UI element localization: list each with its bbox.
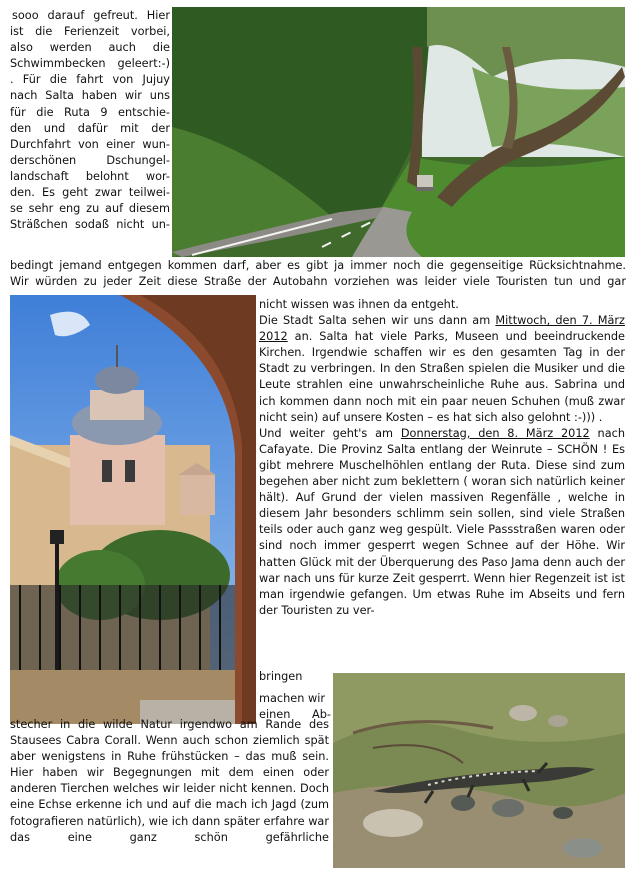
jungle-road-photo xyxy=(172,7,625,257)
salta-paragraph-1 xyxy=(259,313,625,426)
text-line: Wir würden zu jeder Zeit diese Straße der Autobahn vorziehen was leider viele Touristen tun und gar xyxy=(10,275,626,289)
intro-line: . Für die fahrt von Jujuy xyxy=(10,73,170,87)
intro-line: den und dafür mit der xyxy=(10,121,170,135)
lizard-photo xyxy=(333,673,625,868)
intro-line: Durchfahrt von einer wun- xyxy=(10,137,170,151)
text-line: bringen xyxy=(259,670,303,683)
p1-text: Die Stadt Salta sehen wir uns dann am xyxy=(259,314,496,328)
salta-block xyxy=(259,297,625,619)
p2-text: Und weiter geht's am xyxy=(259,426,401,440)
intro-line: nach Salta haben wir uns xyxy=(10,89,170,103)
p2-text-cont: nach Cafayate. Die Provinz Salta entlang der Weinrute – SCHÖN ! Es gibt mehrere Muschelhöhlen entlang der Ruta. Diese sind zum begehen aber nicht zum beklettern ( woran sich natürlich keiner hält). Auf Grund der vielen massiven Regenfälle , welche in diesem Jahr besonders schlimm sein sollen, sind viele Straßen teils oder auch ganz weg gespült. Viele Passstraßen waren oder sind noch immer gesperrt wegen Schnee auf der Höhe. Wir hatten Glück mit der Überquerung des Paso Jama denn auch der war nach uns für kurze Zeit gesperrt. Wenn hier Regenzeit ist ist man irgendwie gefangen. Um etwas Ruhe im Abseits und fern der Touristen zu ver- xyxy=(259,426,625,617)
intro-line: se sehr eng zu auf diesem xyxy=(10,202,170,216)
text-line: einen Ab- xyxy=(259,708,331,722)
date-wednesday: Mittwoch, den 7. März 2012 xyxy=(259,314,625,344)
text-line: machen wir xyxy=(259,692,326,706)
salta-lead: nicht wissen was ihnen da entgeht. xyxy=(259,298,459,311)
salta-paragraph-2 xyxy=(259,426,625,619)
text-line: bedingt jemand entgegen kommen darf, aber es gibt ja immer noch die gegenseitige Rücksichtnahme. xyxy=(10,259,626,272)
intro-line: Schwimmbecken geleert:-) xyxy=(10,57,170,71)
intro-column xyxy=(10,8,170,233)
intro-line: landschaft belohnt wor- xyxy=(10,169,170,183)
bottom-paragraph xyxy=(10,717,329,846)
date-thursday: Donnerstag, den 8. März 2012 xyxy=(400,426,590,440)
intro-line: für die Ruta 9 entschie- xyxy=(10,105,170,119)
intro-line: sooo darauf gefreut. Hier xyxy=(12,9,170,22)
salta-church-photo xyxy=(10,295,256,724)
intro-line: den. Es geht zwar teilwei- xyxy=(10,186,170,200)
bottom-text: stecher in die wilde Natur irgendwo am Rande des Stausees Cabra Corall. Wenn auch schon ziemlich spät aber wenigstens in Ruhe frühstücken – das muß sein. Hier haben wir Begegnungen mit dem einen oder anderen Tierchen welches wir leider nicht kennen. Doch eine Echse erkenne ich und auf die mach ich Jagd (zum fotografieren natürlich), wie ich dann später erfahre war das eine ganz schön gefährliche xyxy=(10,718,329,844)
narrow-lines xyxy=(259,669,331,723)
intro-line: also werden auch die xyxy=(10,41,170,55)
intro-line: Sträßchen sodaß nicht un- xyxy=(10,218,170,232)
intro-line: derschönen Dschungel- xyxy=(10,153,170,167)
intro-line: ist die Ferienzeit vorbei, xyxy=(10,25,170,39)
p1-text-cont: an. Salta hat viele Parks, Museen und beeindruckende Kirchen. Irgendwie schaffen wir es den gesamten Tag in der Stadt zu verbringen. In den Straßen spielen die Musiker und die Leute strahlen eine unwahrscheinliche Ruhe aus. Sabrina und ich kommen dann noch mit ein paar neuen Schuhen (muß zwar nicht sein) auf unsere Kosten – es hat sich also gelohnt :-))) . xyxy=(259,330,625,424)
full-width-lines xyxy=(10,258,626,290)
